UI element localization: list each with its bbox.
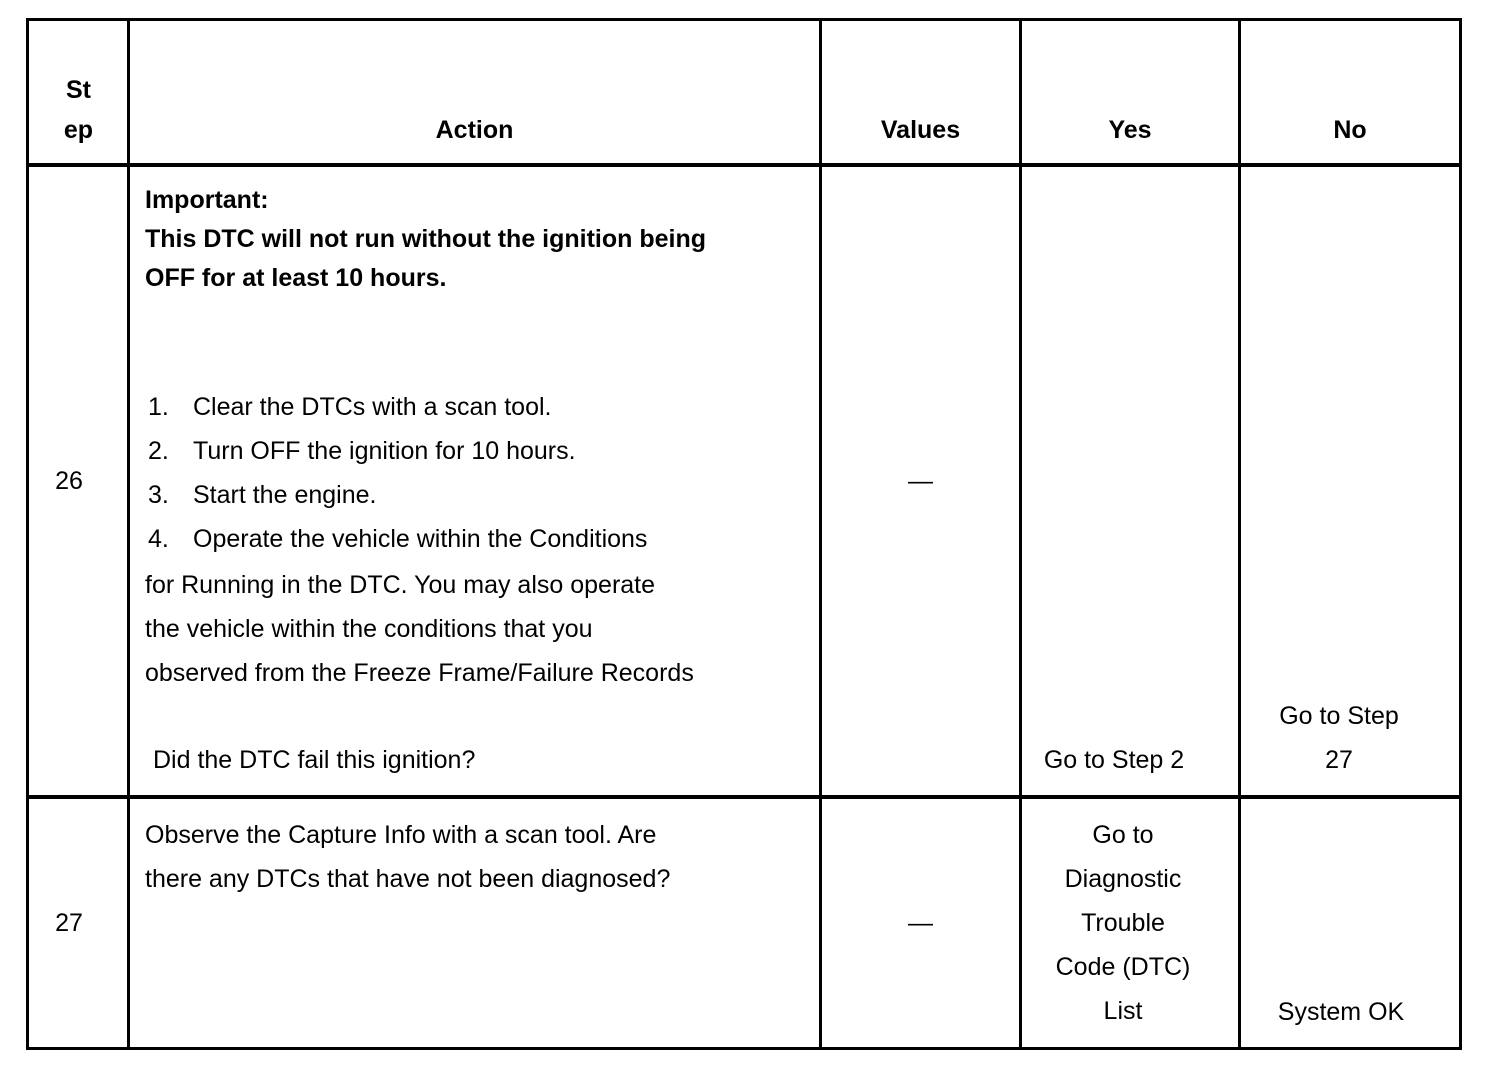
list-text: Turn OFF the ignition for 10 hours. — [193, 437, 576, 465]
row-26-step: 26 — [55, 467, 83, 495]
important-label: Important: — [145, 186, 269, 214]
row-26-no — [1241, 694, 1437, 782]
row-26-procedure-list — [145, 385, 815, 561]
list-number: 1. — [148, 393, 169, 421]
header-values: Values — [880, 116, 961, 144]
column-divider-step — [127, 18, 130, 1050]
continuation-line: observed from the Freeze Frame/Failure Records — [145, 659, 694, 687]
list-number: 4. — [148, 525, 169, 553]
row-27-action-line1: Observe the Capture Info with a scan tool. Are — [145, 821, 657, 849]
row-26-important — [145, 181, 815, 298]
row-27-action — [145, 813, 815, 901]
important-line-1: This DTC will not run without the ignition being — [145, 225, 707, 253]
list-text: Start the engine. — [193, 481, 377, 509]
row-27-yes-line: Go to — [1092, 821, 1154, 849]
diagnostic-table — [26, 18, 1462, 1050]
row-27-yes-line: Diagnostic — [1064, 865, 1182, 893]
header-step-line2: ep — [63, 116, 94, 144]
table-border-top — [26, 18, 1462, 21]
row-27-values: — — [908, 909, 933, 937]
row-27-yes — [1022, 813, 1224, 1033]
list-item — [145, 473, 815, 517]
row-divider — [26, 795, 1462, 799]
row-26-question: Did the DTC fail this ignition? — [153, 746, 476, 774]
row-27-yes-line: Code (DTC) — [1055, 953, 1191, 981]
table-border-right — [1459, 18, 1462, 1050]
row-26-yes: Go to Step 2 — [1043, 746, 1185, 774]
row-26-continuation — [145, 563, 815, 695]
header-no: No — [1333, 116, 1367, 144]
important-line-2: OFF for at least 10 hours. — [145, 264, 447, 292]
column-divider-action — [819, 18, 822, 1050]
header-step — [30, 70, 127, 150]
row-27-no: System OK — [1277, 998, 1405, 1026]
list-item — [145, 517, 815, 561]
list-number: 2. — [148, 437, 169, 465]
row-27-action-line2: there any DTCs that have not been diagnosed? — [145, 865, 671, 893]
list-text: Clear the DTCs with a scan tool. — [193, 393, 552, 421]
header-step-line1: St — [66, 76, 91, 104]
row-26-no-line1: Go to Step — [1279, 702, 1399, 730]
list-item — [145, 429, 815, 473]
column-divider-yes — [1238, 18, 1241, 1050]
continuation-line: for Running in the DTC. You may also operate — [145, 571, 656, 599]
header-yes: Yes — [1108, 116, 1152, 144]
list-item — [145, 385, 815, 429]
row-26-no-line2: 27 — [1325, 746, 1353, 774]
header-divider — [26, 163, 1462, 167]
table-border-bottom — [26, 1047, 1462, 1050]
header-action: Action — [435, 116, 514, 144]
table-border-left — [26, 18, 29, 1050]
row-27-step: 27 — [55, 909, 83, 937]
row-27-yes-line: Trouble — [1081, 909, 1165, 937]
row-27-yes-line: List — [1103, 997, 1143, 1025]
row-26-values: — — [908, 467, 933, 495]
continuation-line: the vehicle within the conditions that you — [145, 615, 593, 643]
list-text: Operate the vehicle within the Conditions — [193, 525, 648, 553]
list-number: 3. — [148, 481, 169, 509]
